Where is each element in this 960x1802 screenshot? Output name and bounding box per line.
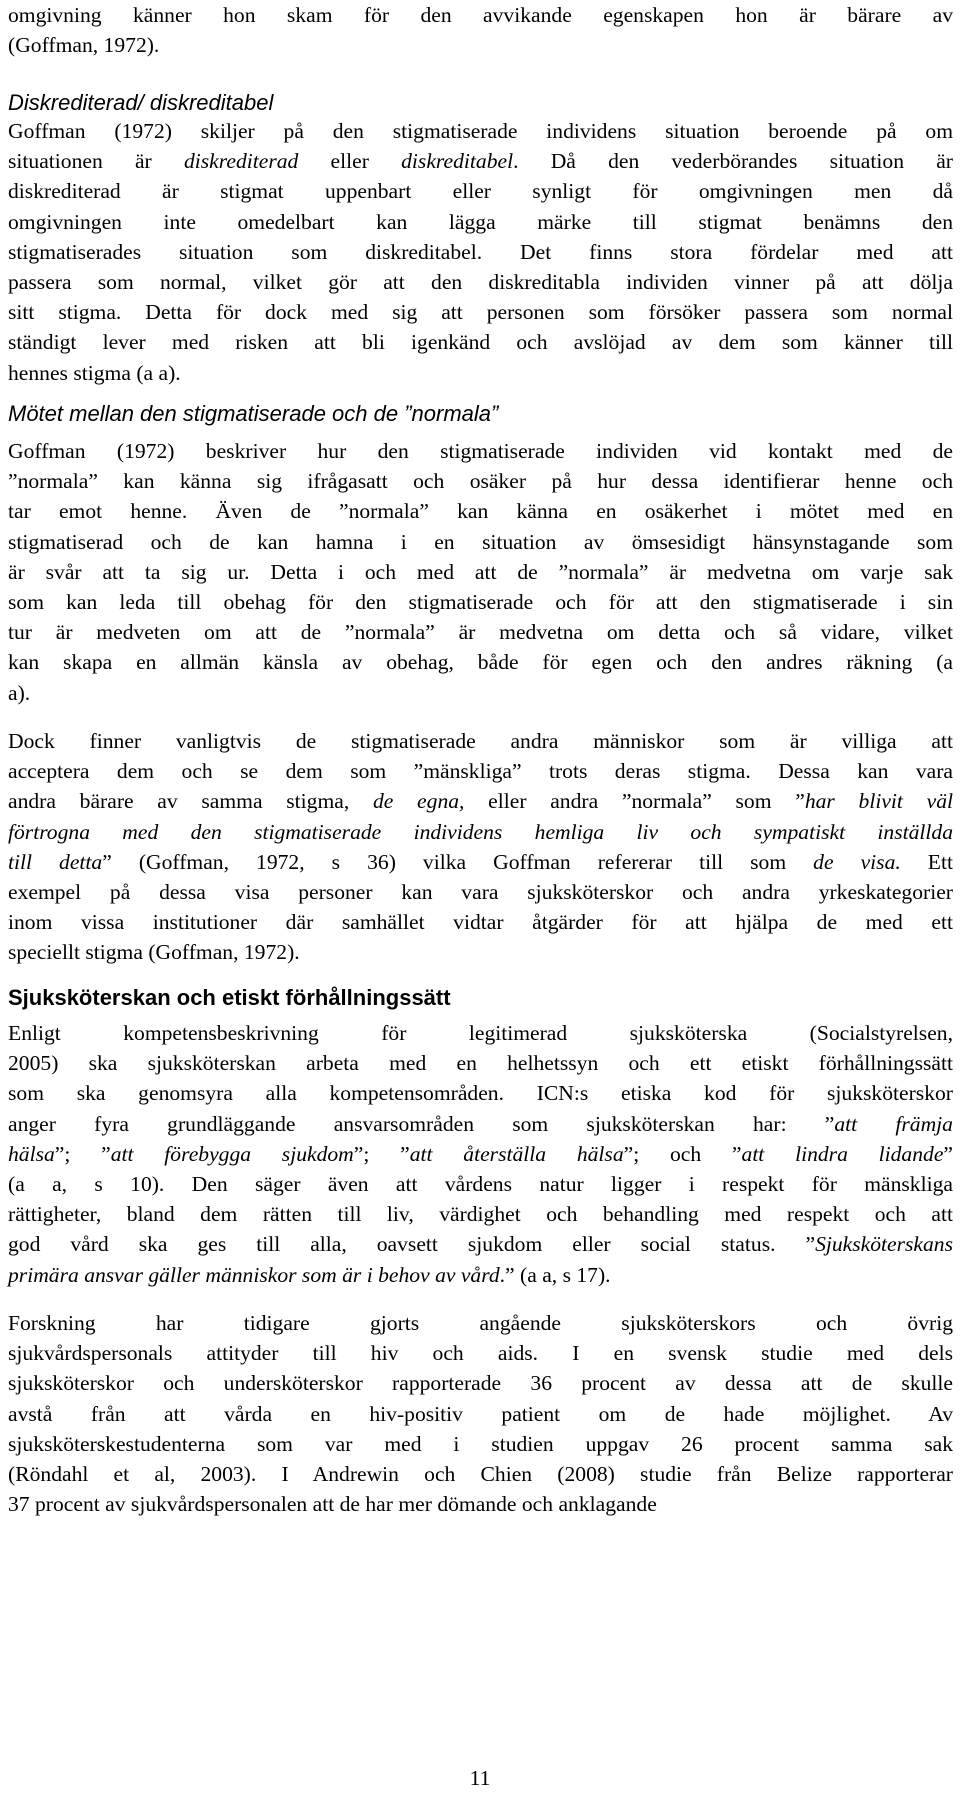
paragraph-block [8,1018,953,1290]
text-line: (a a, s 10). Den säger även att vårdens natur ligger i respekt för mänskliga [8,1172,953,1197]
text-line: anger fyra grundläggande ansvarsområden som sjuksköterskan har: ”att främja [8,1111,953,1136]
section-heading-motet: Mötet mellan den stigmatiserade och de ”normala” [8,401,499,426]
italic-run: att främja [834,1111,953,1136]
text-line: exempel på dessa visa personer kan vara sjuksköterskor och andra yrkeskategorier [8,880,953,905]
text-line: passera som normal, vilket gör att den diskreditabla individen vinner på att dölja [8,270,953,295]
text-line: omgivning känner hon skam för den avvikande egenskapen hon är bärare av [8,3,953,27]
text-line: andra bärare av samma stigma, de egna, eller andra ”normala” som ”har blivit väl [8,789,953,814]
text-line: god vård ska ges till alla, oavsett sjukdom eller social status. ”Sjuksköterskans [8,1232,953,1257]
text-line: acceptera dem och se dem som ”mänskliga” trots deras stigma. Dessa kan vara [8,759,953,784]
text-line [8,817,953,847]
text-line: stigmatiserad och de kan hamna i en situation av ömsesidigt hänsynstagande som [8,529,953,554]
paragraph-block [8,436,953,708]
text-line: sitt stigma. Detta för dock med sig att personen som försöker passera som normal [8,300,953,325]
text-line: till detta” (Goffman, 1972, s 36) vilka Goffman refererar till som de visa. Ett [8,849,953,874]
page-number: 11 [469,1766,491,1790]
paragraph-motet [8,436,953,708]
italic-run: hälsa [8,1141,55,1166]
text-line: primära ansvar gäller människor som är i behov av vård.” (a a, s 17). [8,1262,611,1287]
italic-run: diskreditabel [401,149,514,174]
text-line: 37 procent av sjukvårdspersonalen att de har mer dömande och anklagande [8,1492,657,1517]
text-line: avstå från att vårda en hiv-positiv patient om de hade möjlighet. Av [8,1401,953,1426]
italic-run: de visa. [813,849,901,874]
text-line: (Goffman, 1972). [8,33,160,58]
italic-run: förtrogna med den stigmatiserade individens hemliga liv och sympatiskt inställda [8,819,953,844]
text-line: hälsa”; ”att förebygga sjukdom”; ”att återställa hälsa”; och ”att lindra lidande” [8,1141,953,1166]
text-line: inom vissa institutioner där samhället vidtar åtgärder för att hjälpa de med ett [8,910,953,935]
paragraph-block [8,116,953,388]
italic-run: att återställa hälsa [409,1141,624,1166]
paragraph-block [8,0,953,60]
text-line: ständigt lever med risken att bli igenkänd och avslöjad av dem som känner till [8,330,953,355]
italic-run: att förebygga sjukdom [110,1141,354,1166]
text-line: 2005) ska sjuksköterskan arbeta med en helhetssyn och ett etiskt förhållningssätt [8,1051,953,1076]
text-line: kan skapa en allmän känsla av obehag, både för egen och den andres räkning (a [8,650,953,675]
paragraph-forskning [8,1308,953,1519]
text-line: a). [8,680,31,705]
paragraph-block [8,1308,953,1519]
italic-run: att lindra lidande [741,1141,944,1166]
text-line: Goffman (1972) skiljer på den stigmatiserade individens situation beroende på om [8,119,953,143]
text-line: är svår att ta sig ur. Detta i och med att de ”normala” är medvetna om varje sak [8,559,953,584]
text-line: ”normala” kan känna sig ifrågasatt och osäker på hur dessa identifierar henne och [8,469,953,494]
text-line: Forskning har tidigare gjorts angående sjuksköterskors och övrig [8,1311,953,1335]
text-line: speciellt stigma (Goffman, 1972). [8,940,300,965]
text-line: (Röndahl et al, 2003). I Andrewin och Chien (2008) studie från Belize rapporterar [8,1462,953,1487]
paragraph-block [8,726,953,968]
text-line: sjukvårdspersonals attityder till hiv och aids. I en svensk studie med dels [8,1341,953,1366]
text-line: Goffman (1972) beskriver hur den stigmatiserade individen vid kontakt med de [8,439,953,463]
text-line: Enligt kompetensbeskrivning för legitimerad sjuksköterska (Socialstyrelsen, [8,1021,953,1045]
text-line: stigmatiserades situation som diskreditabel. Det finns stora fördelar med att [8,239,953,264]
text-line: diskrediterad är stigmat uppenbart eller synligt för omgivningen men då [8,179,953,204]
paragraph-dock [8,726,953,968]
text-line: tar emot henne. Även de ”normala” kan känna en osäkerhet i mötet med en [8,499,953,524]
italic-run: primära ansvar gäller människor som är i behov av vård [8,1262,500,1287]
italic-run: till detta [8,849,103,874]
text-line: hennes stigma (a a). [8,360,181,385]
paragraph-kompetens [8,1018,953,1290]
section-heading-diskrediterad: Diskrediterad/ diskreditabel [8,90,274,115]
text-line: tur är medveten om att de ”normala” är medvetna om detta och så vidare, vilket [8,620,953,645]
text-line: sjuksköterskestudenterna som var med i studien uppgav 26 procent samma sak [8,1431,953,1456]
italic-run: de egna, [372,789,465,814]
text-line: sjuksköterskor och undersköterskor rapporterade 36 procent av dessa att de skulle [8,1371,953,1396]
italic-run: Sjuksköterskans [815,1232,953,1257]
text-line: omgivningen inte omedelbart kan lägga märke till stigmat benämns den [8,209,953,234]
text-line: Dock finner vanligtvis de stigmatiserade andra människor som är villiga att [8,729,953,753]
text-line: som ska genomsyra alla kompetensområden. ICN:s etiska kod för sjuksköterskor [8,1081,953,1106]
paragraph-intro [8,0,953,60]
paragraph-diskrediterad [8,116,953,388]
italic-run: har blivit väl [804,789,953,814]
italic-run: diskrediterad [183,149,299,174]
section-heading-sjukskoterskan: Sjuksköterskan och etiskt förhållningssätt [8,985,451,1010]
text-line: situationen är diskrediterad eller diskreditabel. Då den vederbörandes situation är [8,149,953,174]
text-line: rättigheter, bland dem rätten till liv, värdighet och behandling med respekt och att [8,1202,953,1227]
text-line: som kan leda till obehag för den stigmatiserade och för att den stigmatiserade i sin [8,590,953,615]
